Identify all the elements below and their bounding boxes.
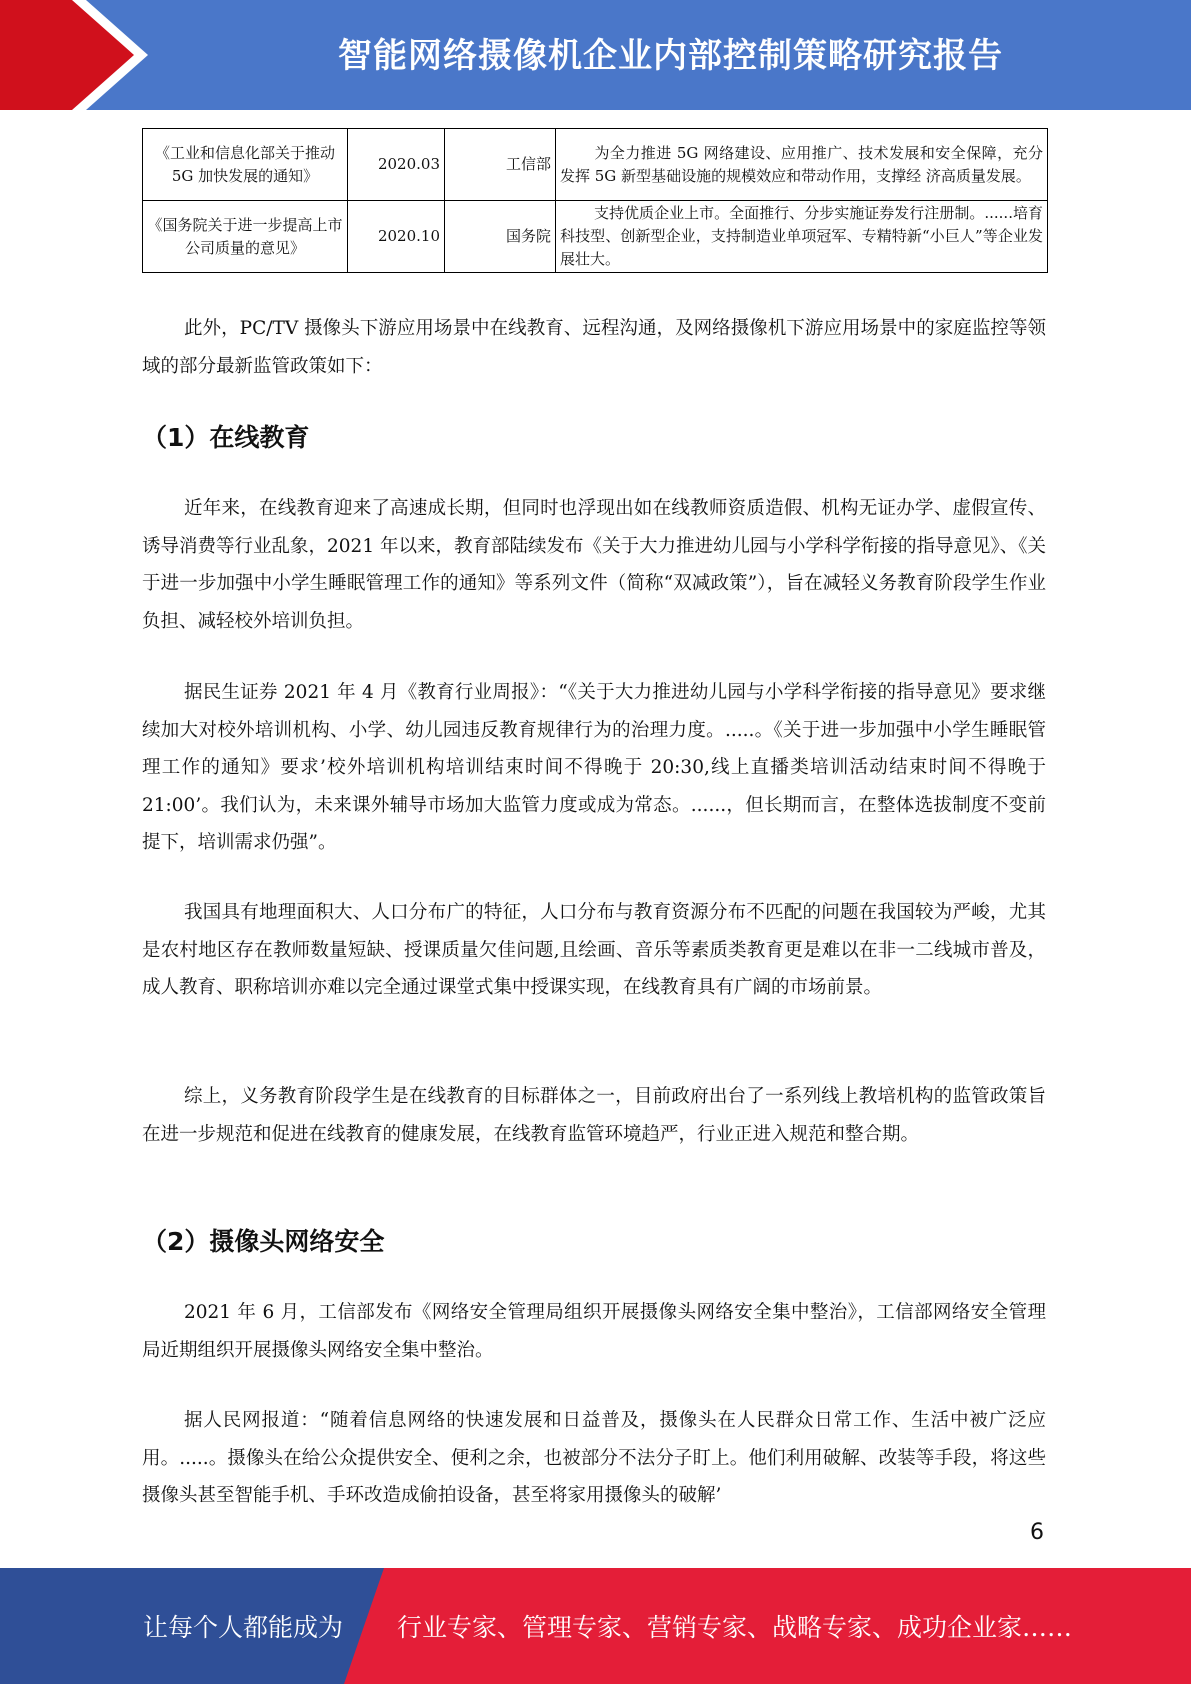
- policy-issuer-cell: 国务院: [445, 201, 556, 273]
- policy-name-cell: 《工业和信息化部关于推动 5G 加快发展的通知》: [143, 129, 348, 201]
- section-heading-camera-security: （2）摄像头网络安全: [142, 1227, 385, 1256]
- page-number: 6: [1030, 1520, 1044, 1545]
- policy-date-cell: 2020.03: [348, 129, 445, 201]
- policy-summary-text: 为全力推进 5G 网络建设、应用推广、技术发展和安全保障，充分发挥 5G 新型基础设施的规模效应和带动作用，支撑经 济高质量发展。: [560, 143, 1043, 185]
- policy-summary-text: 支持优质企业上市。全面推行、分步实施证券发行注册制。......培育科技型、创新型企业，支持制造业单项冠军、专精特新“小巨人”等企业发展壮大。: [560, 204, 1043, 268]
- policy-issuer-cell: 工信部: [445, 129, 556, 201]
- header-red-arrow-shape: [0, 0, 148, 110]
- table-row: [143, 201, 1048, 273]
- paragraph: 据民生证券 2021 年 4 月《教育行业周报》：“《关于大力推进幼儿园与小学科学衔接的指导意见》要求继续加大对校外培训机构、小学、幼儿园违反教育规律行为的治理力度。.....。《关于进一步加强中小学生睡眠管理工作的通知》要求’校外培训机构培训结束时间不得晚于 20:30,线上直播类培训活动结束时间不得晚于 21:00’。我们认为，未来课外辅导市场加大监管力度或成为常态。......，但长期而言，在整体选拔制度不变前提下，培训需求仍强”。: [142, 682, 1046, 853]
- paragraph: 综上，义务教育阶段学生是在线教育的目标群体之一，目前政府出台了一系列线上教培机构的监管政策旨在进一步规范和促进在线教育的健康发展，在线教育监管环境趋严，行业正进入规范和整合期。: [142, 1086, 1046, 1145]
- policy-table: [142, 128, 1048, 273]
- paragraph: 2021 年 6 月，工信部发布《网络安全管理局组织开展摄像头网络安全集中整治》，工信部网络安全管理局近期组织开展摄像头网络安全集中整治。: [142, 1302, 1046, 1361]
- paragraph: 据人民网报道：“随着信息网络的快速发展和日益普及，摄像头在人民群众日常工作、生活中被广泛应用。.....。摄像头在给公众提供安全、便利之余，也被部分不法分子盯上。他们利用破解、改装等手段，将这些摄像头甚至智能手机、手环改造成偷拍设备，甚至将家用摄像头的破解’: [142, 1410, 1046, 1506]
- paragraph: 我国具有地理面积大、人口分布广的特征，人口分布与教育资源分布不匹配的问题在我国较为严峻，尤其是农村地区存在教师数量短缺、授课质量欠佳问题,且绘画、音乐等素质类教育更是难以在非一二线城市普及，成人教育、职称培训亦难以完全通过课堂式集中授课实现，在线教育具有广阔的市场前景。: [142, 902, 1046, 998]
- section-heading-online-education: （1）在线教育: [142, 423, 310, 452]
- footer-slogan-left: 让每个人都能成为: [143, 1613, 344, 1642]
- page-header-banner: [0, 0, 1191, 110]
- page-footer-banner: [0, 1568, 1191, 1684]
- table-row: [143, 129, 1048, 201]
- policy-summary-cell: [556, 129, 1048, 201]
- paragraph: 近年来，在线教育迎来了高速成长期，但同时也浮现出如在线教师资质造假、机构无证办学、虚假宣传、诱导消费等行业乱象，2021 年以来，教育部陆续发布《关于大力推进幼儿园与小学科学衔接的指导意见》、《关于进一步加强中小学生睡眠管理工作的通知》等系列文件（简称“双减政策”），旨在减轻义务教育阶段学生作业负担、减轻校外培训负担。: [142, 498, 1046, 632]
- policy-summary-cell: [556, 201, 1048, 273]
- footer-slogan-right: 行业专家、管理专家、营销专家、战略专家、成功企业家……: [397, 1613, 1073, 1642]
- policy-name-cell: 《国务院关于进一步提高上市公司质量的意见》: [143, 201, 348, 273]
- intro-paragraph: 此外，PC/TV 摄像头下游应用场景中在线教育、远程沟通，及网络摄像机下游应用场景中的家庭监控等领域的部分最新监管政策如下：: [142, 318, 1046, 377]
- policy-date-cell: 2020.10: [348, 201, 445, 273]
- report-title: 智能网络摄像机企业内部控制策略研究报告: [338, 36, 1003, 76]
